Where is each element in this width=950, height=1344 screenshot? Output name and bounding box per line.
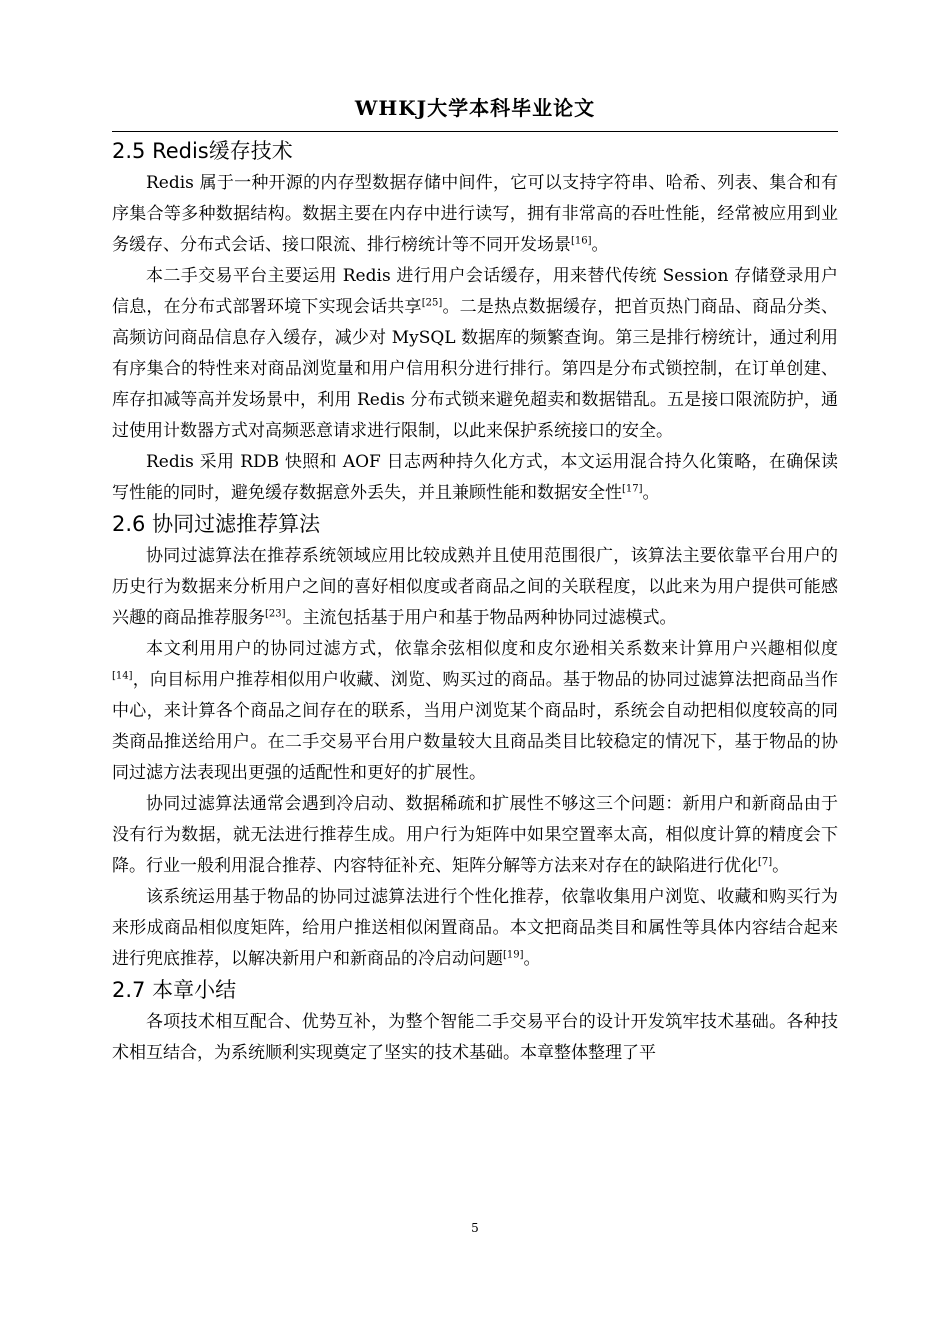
section-heading-2-5: 2.5 Redis缓存技术: [112, 139, 293, 163]
citation: [17]: [622, 483, 643, 495]
citation: [25]: [421, 297, 443, 309]
paragraph-text: Redis 采用 RDB 快照和 AOF 日志两种持久化方式，本文运用混合持久化策略，在确保读写性能的同时，避免缓存数据意外丢失，并且兼顾性能和数据安全性: [112, 452, 838, 503]
paragraph-tail: 。: [523, 949, 541, 969]
section-heading-2-7: 2.7 本章小结: [112, 978, 237, 1002]
citation: [23]: [265, 608, 286, 620]
paragraph-text: Redis 属于一种开源的内存型数据存储中间件，它可以支持字符串、哈希、列表、集合和有序集合等多种数据结构。数据主要在内存中进行读写，拥有非常高的吞吐性能，经常被应用到业务缓存、分布式会话、接口限流、排行榜统计等不同开发场景: [112, 173, 838, 255]
paragraph-tail: 。: [591, 235, 609, 255]
paragraph-text: 协同过滤算法通常会遇到冷启动、数据稀疏和扩展性不够这三个问题：新用户和新商品由于没有行为数据，就无法进行推荐生成。用户行为矩阵中如果空置率太高，相似度计算的精度会下降。行业一般利用混合推荐、内容特征补充、矩阵分解等方法来对存在的缺陷进行优化: [112, 794, 838, 876]
paragraph: [112, 541, 838, 634]
paragraph-text: 该系统运用基于物品的协同过滤算法进行个性化推荐，依靠收集用户浏览、收藏和购买行为来形成商品相似度矩阵，给用户推送相似闲置商品。本文把商品类目和属性等具体内容结合起来进行兜底推荐，以解决新用户和新商品的冷启动问题: [112, 887, 838, 969]
citation: [19]: [503, 949, 524, 961]
section-heading-2-6: 2.6 协同过滤推荐算法: [112, 512, 321, 536]
paragraph-tail: 。主流包括基于用户和基于物品两种协同过滤模式。: [285, 608, 677, 628]
paragraph: [112, 789, 838, 882]
paragraph: [112, 1007, 838, 1069]
citation: [7]: [758, 856, 773, 868]
paragraph-tail: 。二是热点数据缓存，把首页热门商品、商品分类、高频访问商品信息存入缓存，减少对 MySQL 数据库的频繁查询。第三是排行榜统计，通过利用有序集合的特性来对商品浏览量和用户信用积分进行排行。第四是分布式锁控制，在订单创建、库存扣减等高并发场景中，利用 Redis 分布式锁来避免超卖和数据错乱。五是接口限流防护，通过使用计数器方式对高频恶意请求进行限制，以此来保护系统接口的安全。: [112, 297, 838, 441]
paragraph: [112, 168, 838, 261]
paragraph: [112, 882, 838, 975]
paragraph: [112, 634, 838, 789]
citation: [16]: [571, 235, 592, 247]
paragraph-text: 本文利用用户的协同过滤方式，依靠余弦相似度和皮尔逊相关系数来计算用户兴趣相似度: [146, 639, 838, 659]
paragraph-text: 协同过滤算法在推荐系统领域应用比较成熟并且使用范围很广，该算法主要依靠平台用户的历史行为数据来分析用户之间的喜好相似度或者商品之间的关联程度，以此来为用户提供可能感兴趣的商品推荐服务: [112, 546, 838, 628]
header-rule: [112, 131, 838, 132]
citation: [14]: [112, 670, 133, 682]
paragraph: [112, 447, 838, 509]
paragraph-tail: 。: [772, 856, 790, 876]
running-header: WHKJ大学本科毕业论文: [354, 96, 596, 120]
paragraph-text: 各项技术相互配合、优势互补，为整个智能二手交易平台的设计开发筑牢技术基础。各种技术相互结合，为系统顺利实现奠定了坚实的技术基础。本章整体整理了平: [112, 1012, 838, 1063]
page-number: 5: [471, 1221, 479, 1235]
paragraph-tail: 。: [642, 483, 660, 503]
paragraph-text: 本二手交易平台主要运用 Redis 进行用户会话缓存，用来替代传统 Session 存储登录用户信息，在分布式部署环境下实现会话共享: [112, 266, 838, 317]
paragraph-tail: ，向目标用户推荐相似用户收藏、浏览、购买过的商品。基于物品的协同过滤算法把商品当作中心，来计算各个商品之间存在的联系，当用户浏览某个商品时，系统会自动把相似度较高的同类商品推送给用户。在二手交易平台用户数量较大且商品类目比较稳定的情况下，基于物品的协同过滤方法表现出更强的适配性和更好的扩展性。: [112, 670, 838, 783]
body-content: [112, 136, 838, 1069]
paragraph: [112, 261, 838, 447]
